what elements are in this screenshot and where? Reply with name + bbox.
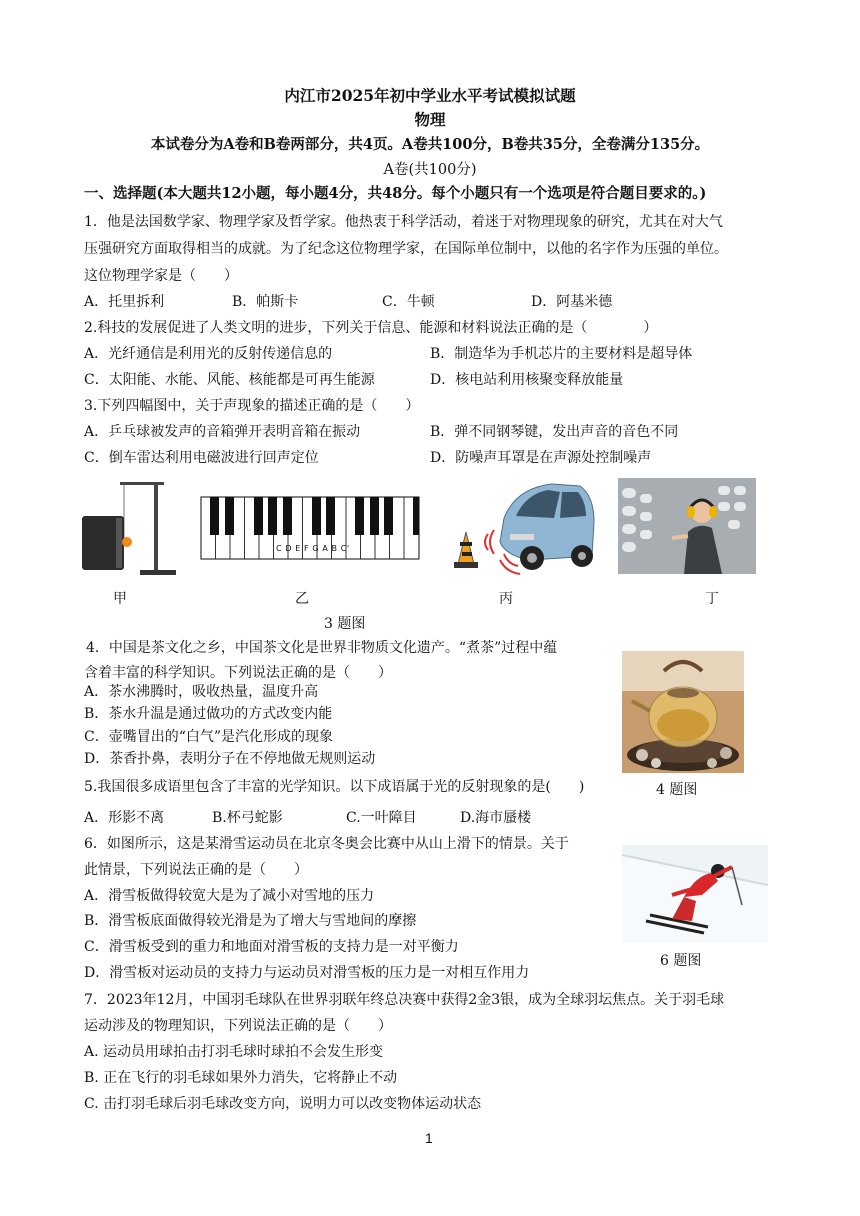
q4-option-a: A．茶水沸腾时，吸收热量，温度升高 [84, 684, 319, 700]
speaker-figure [82, 480, 178, 576]
earmuff-worker-figure [618, 478, 756, 574]
q4-option-d: D．茶香扑鼻，表明分子在不停地做无规则运动 [84, 751, 376, 767]
q7-line1: 7．2023年12月，中国羽毛球队在世界羽联年终总决赛中获得2金3银，成为全球羽坛焦点。关于羽毛球 [84, 992, 725, 1008]
q6-line1: 6．如图所示，这是某滑雪运动员在北京冬奥会比赛中从山上滑下的情景。关于 [84, 836, 569, 852]
q5-option-c: C.一叶障目 [346, 810, 417, 826]
q1-line2: 压强研究方面取得相当的成就。为了纪念这位物理学家，在国际单位制中，以他的名字作为压强的单位。 [84, 241, 728, 257]
q3-option-c: C．倒车雷达利用电磁波进行回声定位 [84, 450, 319, 466]
q3-option-a: A．乒乓球被发声的音箱弹开表明音箱在振动 [84, 424, 361, 440]
q7-line2: 运动涉及的物理知识，下列说法正确的是（ ） [84, 1018, 392, 1034]
q2-option-a: A．光纤通信是利用光的反射传递信息的 [84, 346, 333, 362]
q7-option-a: A. 运动员用球拍击打羽毛球时球拍不会发生形变 [84, 1044, 384, 1060]
figure-label-jia: 甲 [113, 591, 127, 607]
q3-stem: 3.下列四幅图中，关于声现象的描述正确的是（ ） [84, 398, 420, 414]
figure-label-ding: 丁 [705, 591, 719, 607]
q5-option-d: D.海市蜃楼 [460, 810, 532, 826]
q6-option-d: D．滑雪板对运动员的支持力与运动员对滑雪板的压力是一对相互作用力 [84, 965, 530, 981]
q2-stem: 2.科技的发展促进了人类文明的进步，下列关于信息、能源和材料说法正确的是（ ） [84, 320, 658, 336]
q4-option-b: B．茶水升温是通过做功的方式改变内能 [84, 706, 333, 722]
skier-figure [622, 845, 768, 943]
q4-line1: 4．中国是茶文化之乡，中国茶文化是世界非物质文化遗产。“煮茶”过程中蕴 [86, 640, 558, 656]
q6-figure-caption: 6 题图 [660, 953, 702, 969]
q4-line2: 含着丰富的科学知识。下列说法正确的是（ ） [84, 665, 392, 681]
q3-option-d: D．防噪声耳罩是在声源处控制噪声 [430, 450, 652, 466]
q1-line1: 1．他是法国数学家、物理学家及哲学家。他热衷于科学活动，着迷于对物理现象的研究，尤其在对大气 [84, 214, 723, 230]
q1-option-c: C．牛顿 [382, 294, 435, 310]
exam-title: 内江市2025年初中学业水平考试模拟试题 [284, 86, 576, 105]
q5-option-a: A．形影不离 [84, 810, 165, 826]
q1-option-b: B．帕斯卡 [232, 294, 299, 310]
q1-line3: 这位物理学家是（ ） [84, 268, 238, 284]
q6-option-c: C．滑雪板受到的重力和地面对滑雪板的支持力是一对平衡力 [84, 939, 459, 955]
q4-figure-caption: 4 题图 [656, 782, 698, 798]
car-radar-figure [444, 476, 596, 578]
q5-option-b: B.杯弓蛇影 [212, 810, 283, 826]
q7-option-b: B. 正在飞行的羽毛球如果外力消失，它将静止不动 [84, 1070, 398, 1086]
q5-stem: 5.我国很多成语里包含了丰富的光学知识。以下成语属于光的反射现象的是( ) [84, 779, 585, 795]
q3-option-b: B．弹不同钢琴键，发出声音的音色不同 [430, 424, 679, 440]
q2-option-d: D．核电站利用核聚变释放能量 [430, 372, 624, 388]
q2-option-c: C．太阳能、水能、风能、核能都是可再生能源 [84, 372, 375, 388]
q1-option-d: D．阿基米德 [531, 294, 613, 310]
q7-option-c: C. 击打羽毛球后羽毛球改变方向，说明力可以改变物体运动状态 [84, 1096, 482, 1112]
teapot-figure [622, 651, 744, 773]
q6-option-b: B．滑雪板底面做得较光滑是为了增大与雪地间的摩擦 [84, 913, 417, 929]
q1-option-a: A．托里拆利 [84, 294, 165, 310]
page-number: 1 [425, 1130, 433, 1146]
q4-option-c: C．壶嘴冒出的“白气”是汽化形成的现象 [84, 729, 334, 745]
piano-key-labels: C D E F G A B C' [276, 544, 350, 553]
q3-figure-caption: 3 题图 [324, 616, 366, 632]
q2-option-b: B．制造华为手机芯片的主要材料是超导体 [430, 346, 693, 362]
figure-label-bing: 丙 [499, 591, 513, 607]
exam-intro: 本试卷分为A卷和B卷两部分，共4页。A卷共100分，B卷共35分，全卷满分135分。 [150, 136, 710, 153]
part-one-heading: 一、选择题(本大题共12小题，每小题4分，共48分。每个小题只有一个选项是符合题目要求的。) [84, 185, 707, 202]
subject-title: 物理 [414, 110, 446, 129]
figure-label-yi: 乙 [295, 591, 309, 607]
piano-figure [200, 496, 420, 560]
section-a-heading: A卷(共100分) [383, 162, 477, 178]
q6-line2: 此情景，下列说法正确的是（ ） [84, 862, 308, 878]
q6-option-a: A．滑雪板做得较宽大是为了减小对雪地的压力 [84, 888, 375, 904]
